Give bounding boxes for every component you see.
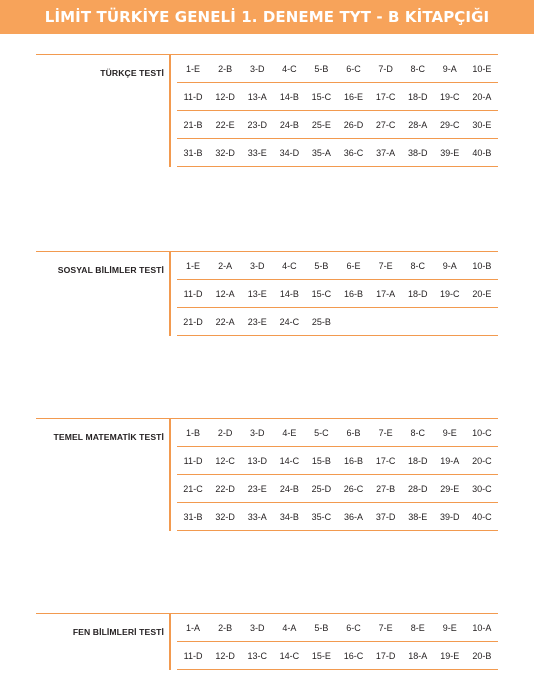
answer-cell: 40-B [472, 147, 492, 158]
answer-cell: 8-C [410, 260, 425, 271]
answer-cell: 10-A [472, 622, 492, 633]
answer-cell: 13-D [247, 455, 267, 466]
answer-grid [177, 55, 498, 167]
answer-grid [177, 614, 498, 670]
answer-cell: 6-E [346, 260, 361, 271]
answer-cell: 20-C [472, 455, 492, 466]
answer-cell: 19-C [440, 288, 460, 299]
answer-cell: 12-D [215, 650, 235, 661]
answer-cell: 25-B [311, 316, 331, 327]
answer-cell: 3-D [249, 63, 265, 74]
answer-cell: 28-A [408, 119, 428, 130]
answer-cell: 16-B [344, 455, 364, 466]
answer-cell: 34-D [279, 147, 300, 158]
answer-cell: 27-C [375, 119, 396, 130]
answer-cell: 17-C [375, 455, 396, 466]
answer-cell: 14-B [279, 91, 299, 102]
answer-cell: 31-B [183, 511, 203, 522]
page-title: LİMİT TÜRKİYE GENELİ 1. DENEME TYT - B KİTAPÇIĞI [44, 8, 490, 26]
answer-cell: 4-A [282, 622, 297, 633]
answer-row [177, 419, 498, 447]
answer-cell: 14-C [279, 650, 300, 661]
answer-cell: 16-E [344, 91, 364, 102]
answer-cell: 17-C [375, 91, 396, 102]
answer-cell: 20-E [472, 288, 492, 299]
answer-cell: 21-D [183, 316, 203, 327]
answer-cell: 13-E [247, 288, 267, 299]
answer-cell: 29-E [440, 483, 460, 494]
answer-cell: 22-A [215, 316, 235, 327]
answer-cell: 3-D [249, 260, 265, 271]
answer-cell: 6-C [346, 63, 361, 74]
answer-cell: 13-A [247, 91, 267, 102]
answer-cell: 24-B [279, 483, 299, 494]
answer-cell: 10-E [472, 63, 492, 74]
answer-cell: 2-B [218, 63, 233, 74]
section-label: FEN BİLİMLERİ TESTİ [72, 627, 164, 637]
answer-cell: 9-E [442, 427, 457, 438]
answer-cell: 2-A [218, 260, 233, 271]
answer-row [177, 252, 498, 280]
answer-cell: 29-C [440, 119, 460, 130]
answer-cell: 9-A [442, 63, 457, 74]
section-divider [169, 252, 171, 336]
answer-row [177, 614, 498, 642]
answer-cell: 39-E [440, 147, 460, 158]
answer-cell: 7-E [378, 427, 393, 438]
answer-cell: 12-C [215, 455, 235, 466]
answer-cell: 32-D [215, 147, 235, 158]
answer-cell: 33-A [247, 511, 267, 522]
answer-cell: 40-C [472, 511, 492, 522]
section-turkce [36, 54, 498, 158]
answer-cell: 8-C [410, 63, 425, 74]
answer-cell: 17-A [376, 288, 396, 299]
section-label: SOSYAL BİLİMLER TESTİ [57, 265, 164, 275]
answer-row [177, 280, 498, 308]
answer-cell: 4-C [282, 260, 297, 271]
answer-cell: 35-A [311, 147, 331, 158]
answer-cell: 3-D [249, 427, 265, 438]
section-fen [36, 613, 498, 661]
answer-cell: 12-A [215, 288, 235, 299]
answer-cell: 22-D [215, 483, 235, 494]
answer-cell: 39-D [440, 511, 460, 522]
answer-cell: 1-B [186, 427, 201, 438]
answer-row [177, 503, 498, 531]
answer-cell: 1-E [186, 63, 201, 74]
answer-cell: 24-C [279, 316, 300, 327]
answer-cell: 38-E [408, 511, 428, 522]
answer-cell: 5-B [314, 260, 329, 271]
answer-cell: 2-D [217, 427, 233, 438]
answer-cell: 12-D [215, 91, 235, 102]
answer-cell: 5-B [314, 622, 329, 633]
answer-cell: 32-D [215, 511, 235, 522]
answer-cell: 10-C [472, 427, 492, 438]
answer-cell: 20-B [472, 650, 492, 661]
answer-cell: 23-E [247, 316, 267, 327]
answer-cell: 26-D [343, 119, 364, 130]
answer-cell: 5-C [314, 427, 329, 438]
answer-cell: 10-B [472, 260, 492, 271]
answer-cell: 22-E [215, 119, 235, 130]
answer-cell: 31-B [183, 147, 203, 158]
answer-cell: 26-C [343, 483, 364, 494]
answer-cell: 23-D [247, 119, 267, 130]
answer-row [177, 139, 498, 167]
answer-row [177, 308, 498, 336]
answer-cell: 38-D [407, 147, 428, 158]
answer-cell: 36-C [343, 147, 364, 158]
answer-cell: 11-D [183, 455, 203, 466]
answer-cell: 14-B [279, 288, 299, 299]
answer-cell: 13-C [247, 650, 267, 661]
answer-cell: 27-B [376, 483, 396, 494]
section-divider [169, 614, 171, 670]
answer-cell: 11-D [183, 288, 203, 299]
answer-grid [177, 419, 498, 531]
answer-cell: 21-B [183, 119, 203, 130]
answer-cell: 6-B [346, 427, 361, 438]
answer-cell: 16-C [343, 650, 364, 661]
answer-cell: 18-A [408, 650, 428, 661]
answer-cell: 19-E [440, 650, 460, 661]
answer-cell: 28-D [407, 483, 428, 494]
answer-row [177, 447, 498, 475]
section-divider [169, 419, 171, 531]
answer-cell: 17-D [375, 650, 396, 661]
answer-cell: 18-D [407, 91, 428, 102]
answer-cell: 1-E [186, 260, 201, 271]
answer-cell: 6-C [346, 622, 361, 633]
section-matematik [36, 418, 498, 522]
answer-cell: 4-C [282, 63, 297, 74]
answer-cell: 15-C [311, 288, 332, 299]
answer-cell: 7-E [378, 622, 393, 633]
answer-cell: 23-E [247, 483, 267, 494]
answer-cell: 5-B [314, 63, 329, 74]
answer-cell: 2-B [218, 622, 233, 633]
answer-cell: 4-E [282, 427, 297, 438]
answer-cell: 15-B [311, 455, 331, 466]
section-label: TEMEL MATEMATİK TESTİ [53, 432, 164, 442]
answer-cell: 37-D [375, 511, 396, 522]
answer-cell: 25-E [311, 119, 331, 130]
answer-cell: 30-E [472, 119, 492, 130]
answer-cell: 11-D [183, 650, 203, 661]
answer-cell: 19-C [440, 91, 460, 102]
answer-row [177, 642, 498, 670]
section-sosyal [36, 251, 498, 327]
answer-cell: 19-A [440, 455, 460, 466]
answer-row [177, 111, 498, 139]
answer-cell: 14-C [279, 455, 300, 466]
answer-cell: 18-D [407, 455, 428, 466]
answer-cell: 3-D [249, 622, 265, 633]
answer-cell: 8-C [410, 427, 425, 438]
answer-cell: 8-E [410, 622, 425, 633]
answer-cell: 33-E [247, 147, 267, 158]
answer-row [177, 475, 498, 503]
answer-cell: 30-C [472, 483, 492, 494]
answer-cell: 35-C [311, 511, 332, 522]
answer-grid [177, 252, 498, 336]
answer-cell: 9-A [442, 260, 457, 271]
answer-cell: 9-E [442, 622, 457, 633]
section-label: TÜRKÇE TESTİ [100, 68, 164, 78]
answer-row [177, 55, 498, 83]
answer-cell: 7-E [378, 260, 393, 271]
answer-cell: 15-E [311, 650, 331, 661]
section-divider [169, 55, 171, 167]
answer-cell: 1-A [186, 622, 201, 633]
header-banner [0, 0, 534, 34]
answer-cell: 25-D [311, 483, 332, 494]
answer-cell: 18-D [407, 288, 428, 299]
answer-cell: 16-B [344, 288, 364, 299]
answer-cell: 34-B [279, 511, 299, 522]
answer-cell: 20-A [472, 91, 492, 102]
answer-cell: 11-D [183, 91, 203, 102]
answer-cell: 15-C [311, 91, 332, 102]
answer-cell: 24-B [279, 119, 299, 130]
answer-cell: 21-C [183, 483, 203, 494]
answer-row [177, 83, 498, 111]
answer-cell: 7-D [378, 63, 393, 74]
answer-cell: 37-A [376, 147, 396, 158]
answer-cell: 36-A [344, 511, 364, 522]
